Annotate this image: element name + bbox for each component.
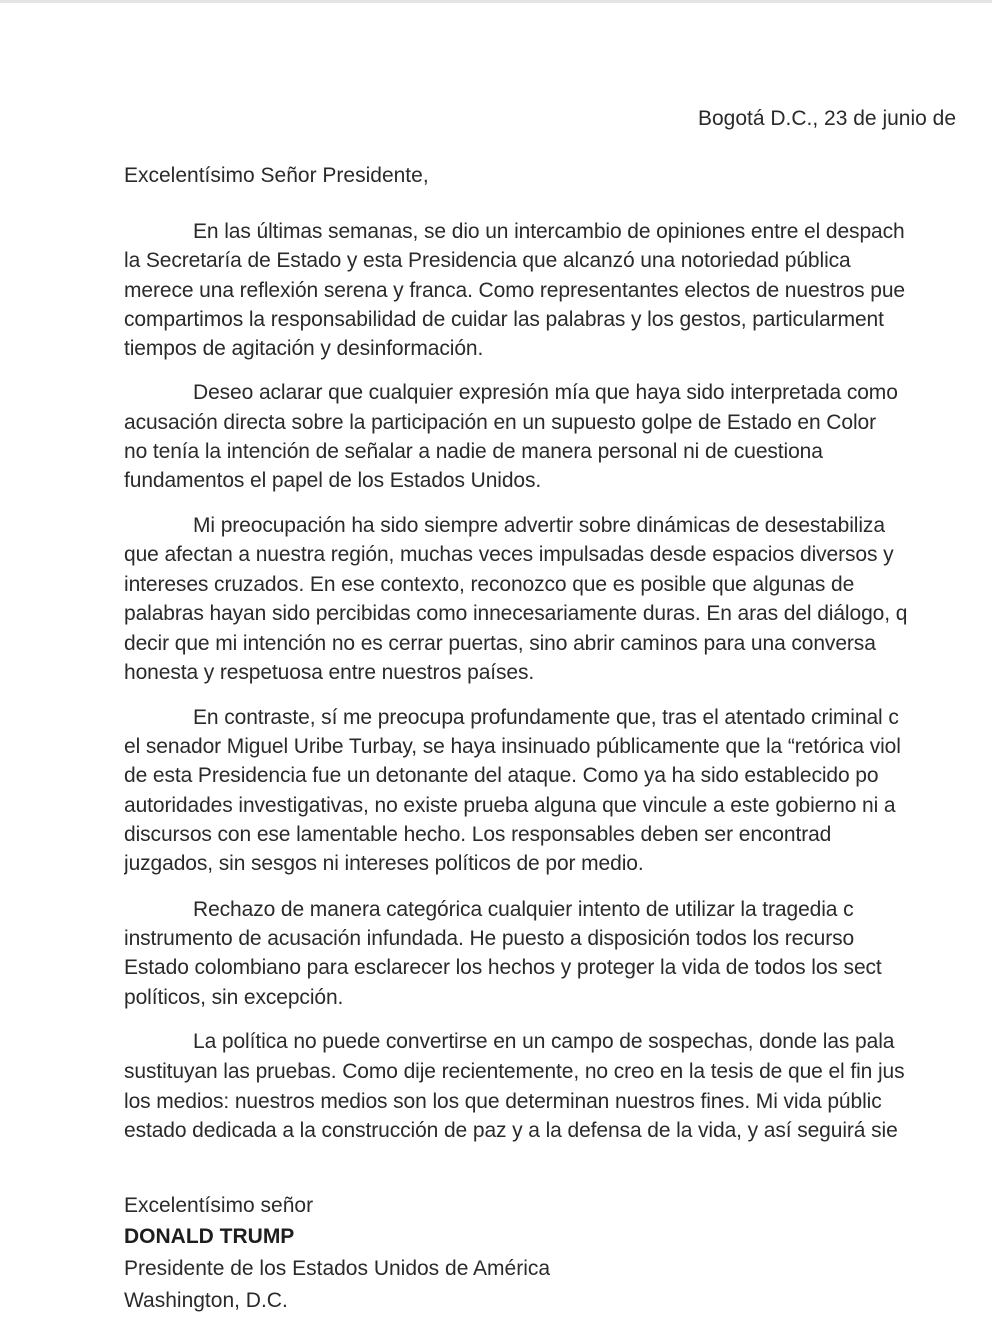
paragraph-line: fundamentos el papel de los Estados Unidos. (124, 469, 542, 492)
paragraph-line: compartimos la responsabilidad de cuidar las palabras y los gestos, particularment (124, 308, 884, 331)
paragraph-line: acusación directa sobre la participación en un supuesto golpe de Estado en Color (124, 411, 876, 434)
paragraph-line: honesta y respetuosa entre nuestros países. (124, 661, 535, 684)
paragraph-line: intereses cruzados. En ese contexto, reconozco que es posible que algunas de (124, 573, 855, 596)
paragraph-line: Deseo aclarar que cualquier expresión mía que haya sido interpretada como (193, 381, 898, 404)
letter-salutation: Excelentísimo Señor Presidente, (124, 164, 429, 187)
paragraph-line: que afectan a nuestra región, muchas veces impulsadas desde espacios diversos y (124, 543, 894, 566)
paragraph-line: sustituyan las pruebas. Como dije recientemente, no creo en la tesis de que el fin jus (124, 1060, 905, 1083)
paragraph-line: instrumento de acusación infundada. He puesto a disposición todos los recurso (124, 927, 855, 950)
paragraph-line: Rechazo de manera categórica cualquier intento de utilizar la tragedia c (193, 898, 854, 921)
paragraph-line: decir que mi intención no es cerrar puertas, sino abrir caminos para una conversa (124, 632, 876, 655)
paragraph-line: tiempos de agitación y desinformación. (124, 337, 484, 360)
paragraph-line: palabras hayan sido percibidas como innecesariamente duras. En aras del diálogo, q (124, 602, 908, 625)
letter-date: Bogotá D.C., 23 de junio de (698, 107, 957, 130)
paragraph-line: juzgados, sin sesgos ni intereses políticos de por medio. (124, 852, 644, 875)
paragraph-line: la Secretaría de Estado y esta Presidencia que alcanzó una notoriedad pública (124, 249, 851, 272)
paragraph-line: La política no puede convertirse en un campo de sospechas, donde las pala (193, 1030, 895, 1053)
paragraph-line: estado dedicada a la construcción de paz y a la defensa de la vida, y así seguirá sie (124, 1119, 898, 1142)
paragraph-line: de esta Presidencia fue un detonante del ataque. Como ya ha sido establecido po (124, 764, 879, 787)
addressee-title: Presidente de los Estados Unidos de América (124, 1257, 551, 1280)
addressee-honorific: Excelentísimo señor (124, 1194, 314, 1217)
letter-page (124, 0, 992, 1323)
paragraph-line: los medios: nuestros medios son los que determinan nuestros fines. Mi vida públic (124, 1090, 882, 1113)
paragraph-line: no tenía la intención de señalar a nadie de manera personal ni de cuestiona (124, 440, 823, 463)
paragraph-line: Mi preocupación ha sido siempre advertir sobre dinámicas de desestabiliza (193, 514, 885, 537)
addressee-name: DONALD TRUMP (124, 1225, 295, 1248)
paragraph-line: políticos, sin excepción. (124, 986, 344, 1009)
paragraph-line: autoridades investigativas, no existe prueba alguna que vincule a este gobierno ni a (124, 794, 896, 817)
paragraph-line: el senador Miguel Uribe Turbay, se haya insinuado públicamente que la “retórica viol (124, 735, 901, 758)
paragraph-line: Estado colombiano para esclarecer los hechos y proteger la vida de todos los sect (124, 956, 882, 979)
paragraph-line: En las últimas semanas, se dio un intercambio de opiniones entre el despach (193, 220, 905, 243)
paragraph-line: merece una reflexión serena y franca. Como representantes electos de nuestros pue (124, 279, 906, 302)
paragraph-line: discursos con ese lamentable hecho. Los responsables deben ser encontrad (124, 823, 832, 846)
paragraph-line: En contraste, sí me preocupa profundamente que, tras el atentado criminal c (193, 706, 899, 729)
addressee-city: Washington, D.C. (124, 1289, 288, 1312)
